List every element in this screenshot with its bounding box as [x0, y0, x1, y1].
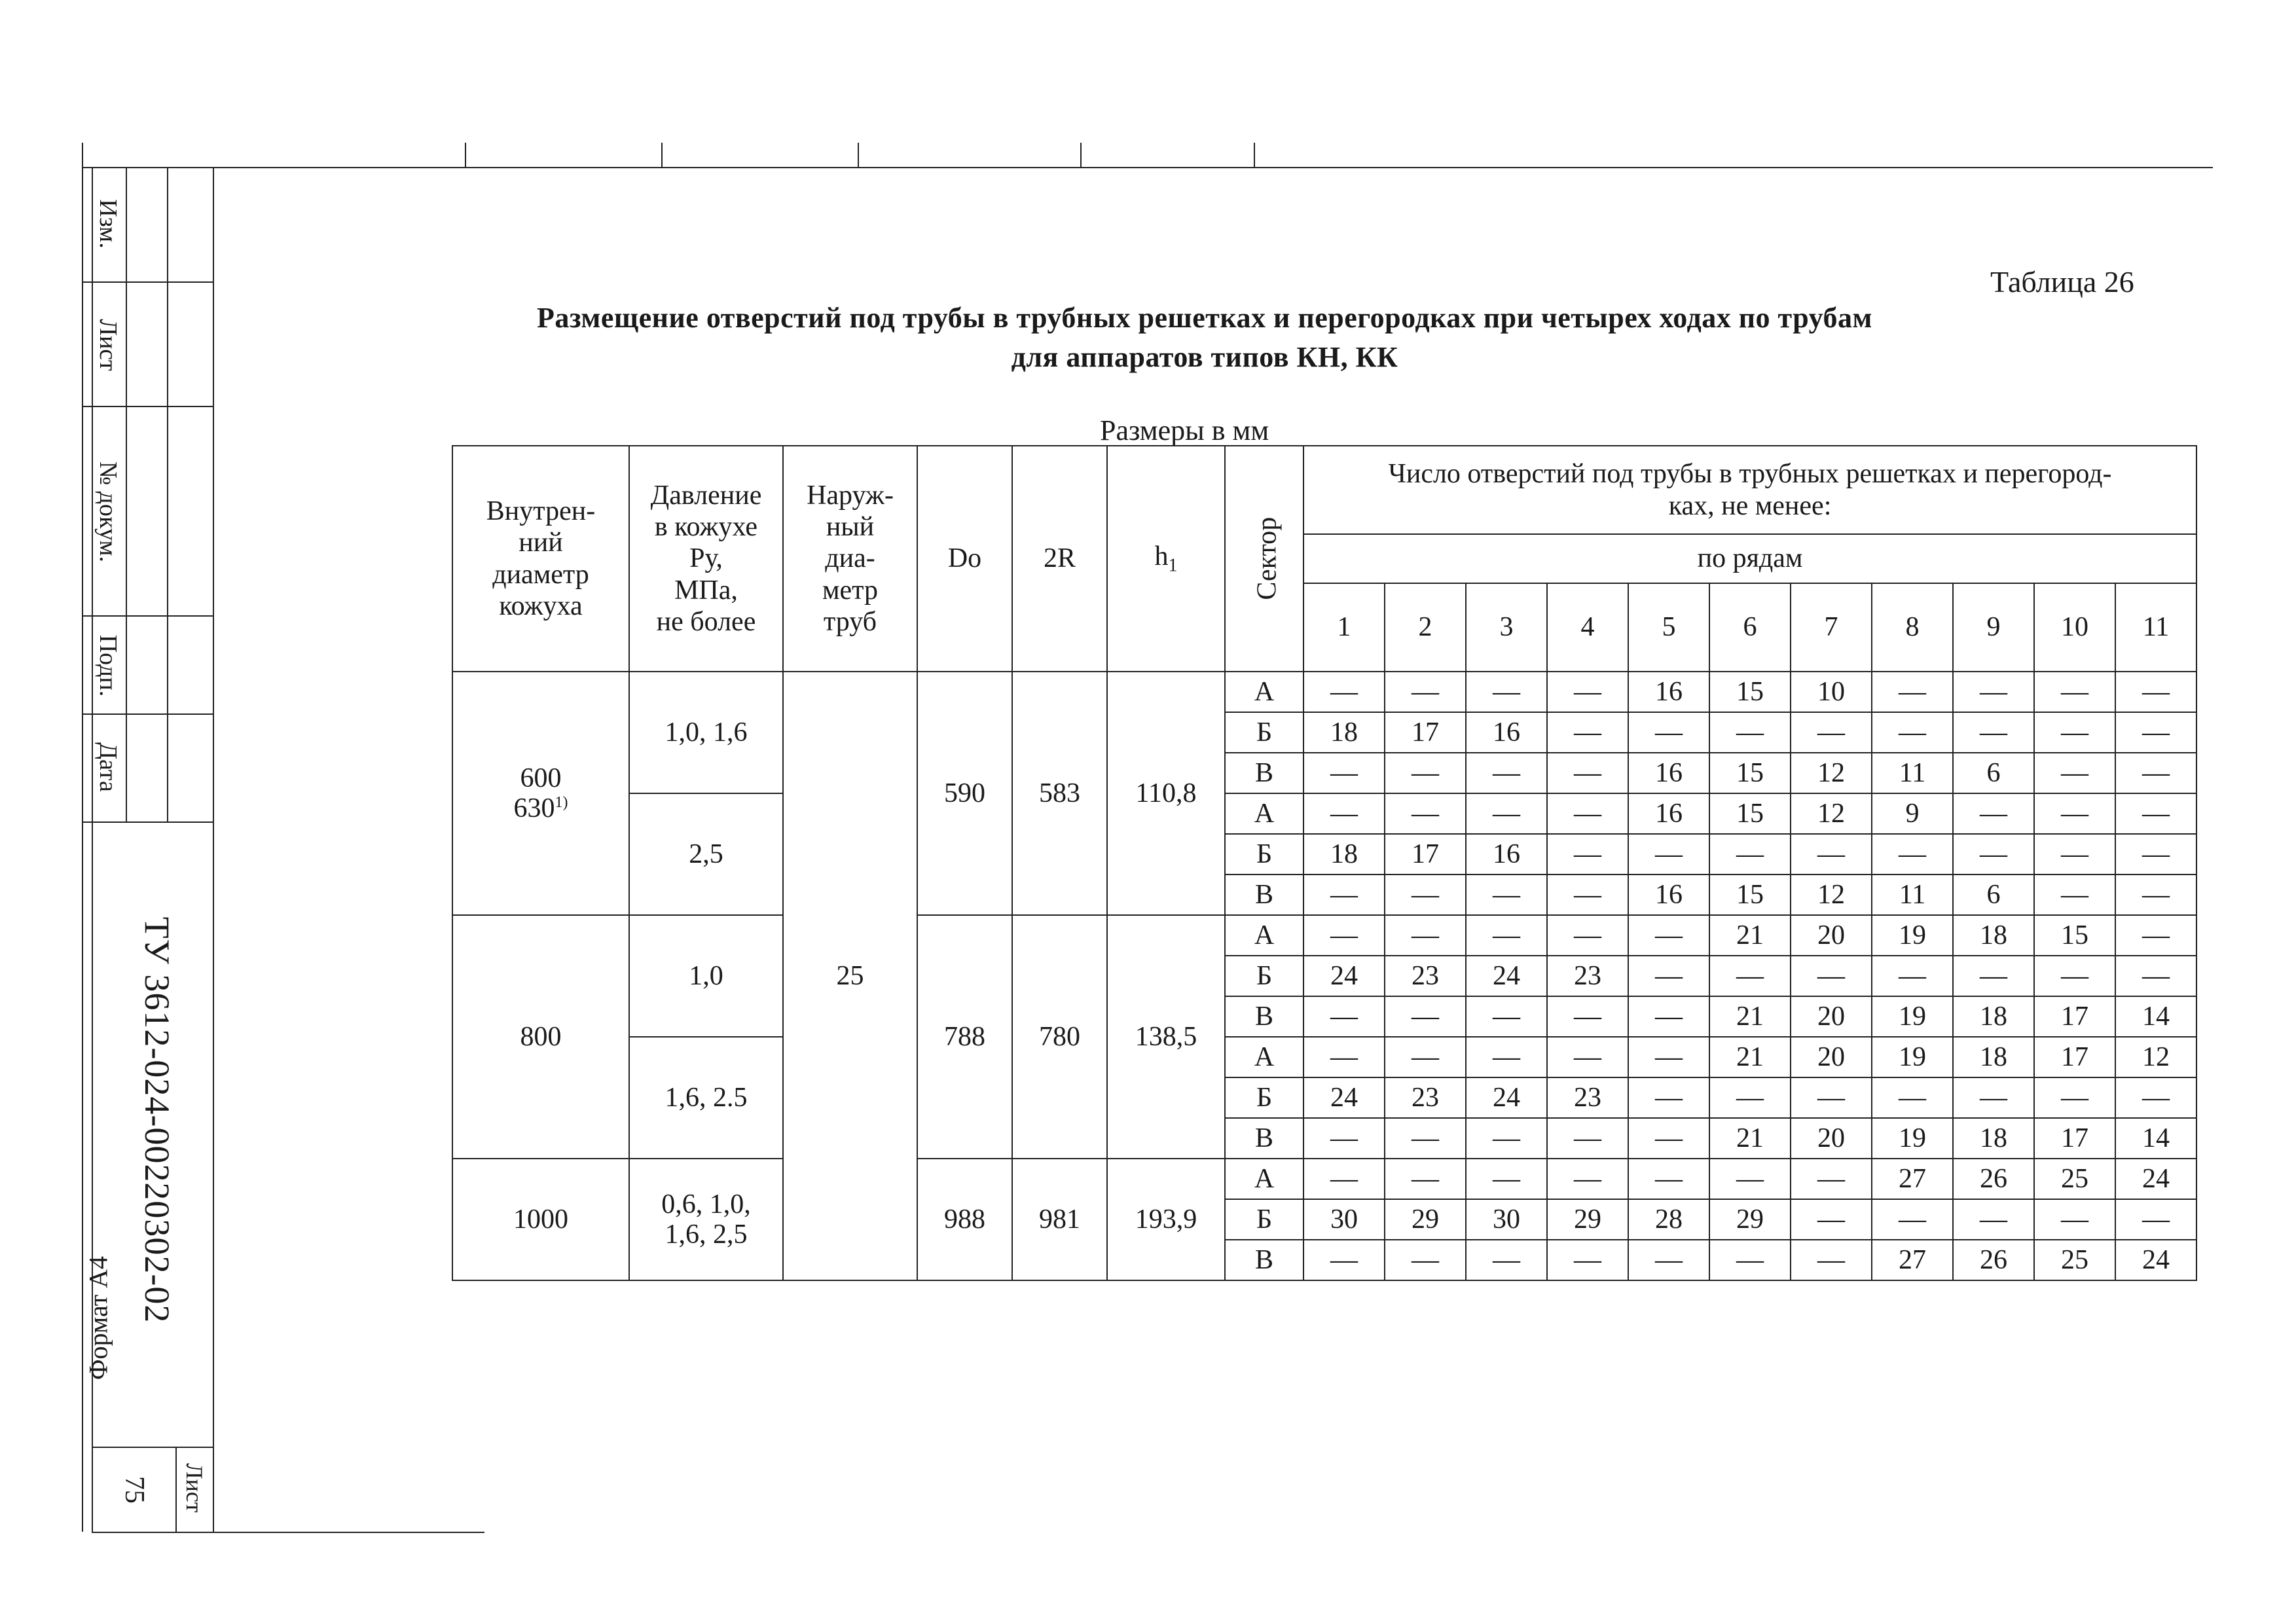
cell-hole-count: —	[1872, 956, 1953, 996]
cell-hole-count: —	[2034, 1199, 2115, 1240]
cell-hole-count: 18	[1303, 834, 1385, 875]
cell-hole-count: —	[1791, 1077, 1872, 1118]
cell-hole-count: —	[2115, 1077, 2196, 1118]
cell-hole-count: —	[1547, 793, 1628, 834]
cell-hole-count: —	[1791, 712, 1872, 753]
cell-hole-count: —	[1547, 915, 1628, 956]
header-row-number: 4	[1547, 583, 1628, 672]
cell-2r: 981	[1012, 1159, 1107, 1280]
header-row-number: 8	[1872, 583, 1953, 672]
header-row-number: 3	[1466, 583, 1547, 672]
cell-hole-count: 28	[1628, 1199, 1709, 1240]
table-number: Таблица 26	[1990, 265, 2134, 298]
cell-hole-count: —	[1709, 956, 1791, 996]
header-pressure: Давление в кожухе Ру, МПа, не более	[629, 446, 783, 672]
cell-hole-count: —	[1466, 875, 1547, 915]
stamp-label-date: Дата	[94, 742, 122, 792]
cell-sector: В	[1225, 875, 1303, 915]
cell-hole-count: 15	[2034, 915, 2115, 956]
cell-hole-count: —	[1791, 1240, 1872, 1280]
cell-hole-count: 17	[1385, 712, 1466, 753]
cell-hole-count: —	[1953, 793, 2034, 834]
cell-sector: А	[1225, 1159, 1303, 1199]
header-do: Do	[917, 446, 1012, 672]
cell-hole-count: 27	[1872, 1240, 1953, 1280]
cell-hole-count: —	[1303, 753, 1385, 793]
cell-hole-count: —	[1547, 712, 1628, 753]
cell-hole-count: —	[2034, 1077, 2115, 1118]
cell-hole-count: —	[2034, 875, 2115, 915]
cell-hole-count: —	[1709, 834, 1791, 875]
cell-pressure: 1,6, 2.5	[629, 1037, 783, 1159]
diameter-value: 800	[520, 1021, 562, 1052]
holes-table	[452, 445, 2197, 1281]
document-code: ТУ 3612-024-00220302-02	[137, 916, 177, 1324]
cell-hole-count: 21	[1709, 1118, 1791, 1159]
sheet-number: 75	[119, 1476, 149, 1504]
cell-h1: 110,8	[1107, 672, 1225, 915]
cell-hole-count: 19	[1872, 1037, 1953, 1077]
cell-hole-count: 27	[1872, 1159, 1953, 1199]
cell-hole-count: —	[1872, 672, 1953, 712]
cell-hole-count: 14	[2115, 996, 2196, 1037]
cell-hole-count: —	[1385, 1240, 1466, 1280]
cell-hole-count: 17	[1385, 834, 1466, 875]
cell-hole-count: 20	[1791, 915, 1872, 956]
header-2r: 2R	[1012, 446, 1107, 672]
cell-hole-count: 15	[1709, 875, 1791, 915]
cell-hole-count: 18	[1953, 915, 2034, 956]
diameter-value: 630	[513, 793, 555, 823]
table-row	[452, 1159, 2196, 1199]
cell-hole-count: 17	[2034, 1037, 2115, 1077]
top-frame-line	[82, 167, 2213, 168]
cell-hole-count: —	[1709, 712, 1791, 753]
cell-hole-count: —	[1628, 712, 1709, 753]
top-tick	[1080, 143, 1082, 167]
cell-hole-count: —	[1385, 875, 1466, 915]
cell-hole-count: —	[2115, 915, 2196, 956]
cell-h1: 193,9	[1107, 1159, 1225, 1280]
cell-hole-count: —	[1547, 1240, 1628, 1280]
cell-pressure: 2,5	[629, 793, 783, 915]
cell-hole-count: —	[2115, 753, 2196, 793]
cell-sector: В	[1225, 1118, 1303, 1159]
cell-hole-count: 15	[1709, 793, 1791, 834]
cell-hole-count: 16	[1628, 672, 1709, 712]
cell-hole-count: 19	[1872, 996, 1953, 1037]
header-row-number: 2	[1385, 583, 1466, 672]
cell-hole-count: 18	[1303, 712, 1385, 753]
cell-hole-count: —	[1709, 1077, 1791, 1118]
cell-hole-count: —	[1547, 996, 1628, 1037]
cell-hole-count: —	[1385, 793, 1466, 834]
cell-hole-count: 26	[1953, 1240, 2034, 1280]
cell-hole-count: —	[2115, 834, 2196, 875]
top-tick	[858, 143, 859, 167]
cell-hole-count: 12	[1791, 793, 1872, 834]
cell-hole-count: 20	[1791, 1118, 1872, 1159]
bottom-frame-line	[92, 1532, 484, 1533]
cell-inner-diameter	[452, 672, 629, 915]
cell-hole-count: 14	[2115, 1118, 2196, 1159]
cell-hole-count: 6	[1953, 753, 2034, 793]
cell-hole-count: —	[2115, 793, 2196, 834]
cell-hole-count: —	[1303, 875, 1385, 915]
cell-hole-count: —	[1547, 1159, 1628, 1199]
cell-hole-count: —	[1547, 672, 1628, 712]
header-row-number: 7	[1791, 583, 1872, 672]
cell-hole-count: —	[2115, 1199, 2196, 1240]
cell-hole-count: 24	[1466, 1077, 1547, 1118]
cell-hole-count: 24	[1466, 956, 1547, 996]
cell-hole-count: 16	[1628, 753, 1709, 793]
cell-hole-count: 21	[1709, 915, 1791, 956]
cell-hole-count: 16	[1466, 712, 1547, 753]
cell-hole-count: —	[1547, 1118, 1628, 1159]
sheet-label: Лист	[181, 1463, 208, 1513]
cell-hole-count: —	[1466, 1037, 1547, 1077]
cell-hole-count: 29	[1385, 1199, 1466, 1240]
cell-hole-count: 23	[1385, 956, 1466, 996]
cell-hole-count: 29	[1709, 1199, 1791, 1240]
cell-sector: Б	[1225, 712, 1303, 753]
cell-hole-count: —	[2115, 672, 2196, 712]
header-outer-diameter: Наруж- ный диа- метр труб	[783, 446, 917, 672]
cell-hole-count: —	[1466, 793, 1547, 834]
cell-hole-count: 30	[1303, 1199, 1385, 1240]
cell-2r: 583	[1012, 672, 1107, 915]
cell-sector: Б	[1225, 956, 1303, 996]
cell-hole-count: —	[1466, 996, 1547, 1037]
format-label: Формат А4	[83, 1255, 113, 1380]
cell-hole-count: —	[1628, 1118, 1709, 1159]
cell-sector: А	[1225, 793, 1303, 834]
cell-sector: Б	[1225, 1077, 1303, 1118]
cell-hole-count: —	[1628, 1077, 1709, 1118]
cell-hole-count: —	[2034, 834, 2115, 875]
cell-hole-count: 12	[2115, 1037, 2196, 1077]
cell-hole-count: —	[1547, 1037, 1628, 1077]
cell-hole-count: 26	[1953, 1159, 2034, 1199]
cell-hole-count: —	[1953, 1077, 2034, 1118]
cell-hole-count: —	[1466, 1118, 1547, 1159]
cell-hole-count: —	[1628, 1159, 1709, 1199]
cell-hole-count: —	[1303, 793, 1385, 834]
cell-hole-count: —	[1303, 996, 1385, 1037]
diameter-footnote: 1)	[555, 794, 568, 811]
cell-inner-diameter	[452, 1159, 629, 1280]
cell-hole-count: —	[2115, 956, 2196, 996]
cell-hole-count: 23	[1385, 1077, 1466, 1118]
header-row-number: 1	[1303, 583, 1385, 672]
cell-sector: Б	[1225, 1199, 1303, 1240]
cell-sector: А	[1225, 1037, 1303, 1077]
cell-hole-count: —	[1709, 1240, 1791, 1280]
table-row	[452, 1037, 2196, 1077]
stamp-label-sheet: Лист	[94, 319, 122, 371]
cell-hole-count: —	[2034, 712, 2115, 753]
cell-hole-count: 25	[2034, 1240, 2115, 1280]
cell-hole-count: 29	[1547, 1199, 1628, 1240]
cell-pressure: 1,0	[629, 915, 783, 1037]
cell-pressure: 1,0, 1,6	[629, 672, 783, 793]
table-row	[452, 672, 2196, 712]
cell-hole-count: 21	[1709, 996, 1791, 1037]
header-row-number: 5	[1628, 583, 1709, 672]
cell-hole-count: —	[1791, 1159, 1872, 1199]
header-holes-group: Число отверстий под трубы в трубных решетках и перегород- ках, не менее:	[1303, 446, 2196, 534]
cell-hole-count: 20	[1791, 996, 1872, 1037]
cell-hole-count: —	[1385, 672, 1466, 712]
cell-hole-count: —	[1872, 712, 1953, 753]
cell-hole-count: —	[1628, 996, 1709, 1037]
cell-sector: А	[1225, 915, 1303, 956]
cell-hole-count: 15	[1709, 753, 1791, 793]
cell-hole-count: —	[1547, 875, 1628, 915]
cell-hole-count: 23	[1547, 956, 1628, 996]
cell-sector: В	[1225, 753, 1303, 793]
table-title-line1: Размещение отверстий под трубы в трубных решетках и перегородках при четырех ходах по трубам	[536, 302, 1872, 334]
cell-inner-diameter	[452, 915, 629, 1159]
cell-hole-count: 11	[1872, 875, 1953, 915]
cell-hole-count: 24	[2115, 1159, 2196, 1199]
cell-hole-count: —	[1628, 915, 1709, 956]
cell-hole-count: 18	[1953, 1118, 2034, 1159]
cell-hole-count: 25	[2034, 1159, 2115, 1199]
cell-hole-count: 16	[1628, 875, 1709, 915]
cell-hole-count: —	[1385, 996, 1466, 1037]
cell-hole-count: 23	[1547, 1077, 1628, 1118]
cell-hole-count: —	[1791, 834, 1872, 875]
cell-hole-count: —	[1303, 672, 1385, 712]
cell-do: 788	[917, 915, 1012, 1159]
cell-hole-count: 11	[1872, 753, 1953, 793]
cell-hole-count: 30	[1466, 1199, 1547, 1240]
cell-hole-count: 19	[1872, 1118, 1953, 1159]
cell-hole-count: —	[2034, 753, 2115, 793]
cell-hole-count: 21	[1709, 1037, 1791, 1077]
diameter-value: 1000	[513, 1204, 568, 1235]
cell-hole-count: —	[1385, 1118, 1466, 1159]
header-by-rows: по рядам	[1303, 534, 2196, 583]
cell-outer-diameter: 25	[783, 672, 917, 1280]
cell-hole-count: —	[2034, 672, 2115, 712]
diameter-value: 600	[520, 763, 562, 793]
cell-hole-count: —	[1385, 1037, 1466, 1077]
cell-hole-count: 19	[1872, 915, 1953, 956]
header-row-number: 11	[2115, 583, 2196, 672]
cell-h1: 138,5	[1107, 915, 1225, 1159]
header-sector: Сектор	[1225, 446, 1303, 672]
table-row	[452, 793, 2196, 834]
top-tick	[1254, 143, 1255, 167]
cell-sector: А	[1225, 672, 1303, 712]
units-label: Размеры в мм	[1100, 414, 1269, 446]
cell-hole-count: —	[1709, 1159, 1791, 1199]
cell-hole-count: —	[1385, 1159, 1466, 1199]
cell-hole-count: 24	[1303, 1077, 1385, 1118]
cell-hole-count: 18	[1953, 1037, 2034, 1077]
cell-hole-count: 17	[2034, 1118, 2115, 1159]
cell-hole-count: —	[2115, 712, 2196, 753]
cell-hole-count: —	[1953, 834, 2034, 875]
cell-do: 988	[917, 1159, 1012, 1280]
header-row-number: 9	[1953, 583, 2034, 672]
cell-hole-count: —	[1385, 753, 1466, 793]
cell-hole-count: 9	[1872, 793, 1953, 834]
header-row-number: 6	[1709, 583, 1791, 672]
cell-hole-count: —	[1628, 1037, 1709, 1077]
cell-hole-count: —	[2034, 793, 2115, 834]
cell-pressure: 0,6, 1,0, 1,6, 2,5	[629, 1159, 783, 1280]
cell-hole-count: —	[1547, 753, 1628, 793]
cell-hole-count: —	[1303, 1159, 1385, 1199]
cell-hole-count: —	[1466, 672, 1547, 712]
header-row-number: 10	[2034, 583, 2115, 672]
cell-hole-count: 15	[1709, 672, 1791, 712]
cell-hole-count: —	[1303, 915, 1385, 956]
cell-hole-count: —	[1466, 1240, 1547, 1280]
cell-hole-count: 24	[1303, 956, 1385, 996]
header-h1: $h_1$	[1107, 446, 1225, 672]
cell-hole-count: 12	[1791, 875, 1872, 915]
table-title-line2: для аппаратов типов КН, КК	[1011, 341, 1398, 373]
cell-hole-count: —	[1385, 915, 1466, 956]
cell-hole-count: —	[1303, 1240, 1385, 1280]
cell-2r: 780	[1012, 915, 1107, 1159]
cell-hole-count: —	[1791, 1199, 1872, 1240]
cell-hole-count: —	[2115, 875, 2196, 915]
header-inner-diameter: Внутрен- ний диаметр кожуха	[452, 446, 629, 672]
cell-sector: В	[1225, 996, 1303, 1037]
cell-hole-count: 24	[2115, 1240, 2196, 1280]
cell-hole-count: —	[1953, 1199, 2034, 1240]
cell-hole-count: —	[1953, 712, 2034, 753]
cell-sector: Б	[1225, 834, 1303, 875]
top-tick	[661, 143, 663, 167]
cell-hole-count: 10	[1791, 672, 1872, 712]
cell-sector: В	[1225, 1240, 1303, 1280]
cell-hole-count: —	[1547, 834, 1628, 875]
cell-hole-count: —	[1628, 956, 1709, 996]
cell-hole-count: —	[1791, 956, 1872, 996]
cell-hole-count: —	[1303, 1037, 1385, 1077]
cell-hole-count: —	[2034, 956, 2115, 996]
stamp-label-document-no: № докум.	[94, 461, 122, 563]
cell-hole-count: 17	[2034, 996, 2115, 1037]
stamp-label-signature: Подп.	[94, 634, 122, 697]
cell-hole-count: —	[1466, 915, 1547, 956]
cell-hole-count: 12	[1791, 753, 1872, 793]
cell-hole-count: —	[1872, 1077, 1953, 1118]
top-tick	[465, 143, 466, 167]
cell-hole-count: 20	[1791, 1037, 1872, 1077]
cell-do: 590	[917, 672, 1012, 915]
cell-hole-count: —	[1628, 834, 1709, 875]
cell-hole-count: 16	[1628, 793, 1709, 834]
cell-hole-count: —	[1466, 1159, 1547, 1199]
cell-hole-count: —	[1953, 956, 2034, 996]
cell-hole-count: —	[1872, 1199, 1953, 1240]
cell-hole-count: 18	[1953, 996, 2034, 1037]
cell-hole-count: —	[1466, 753, 1547, 793]
cell-hole-count: —	[1872, 834, 1953, 875]
table-row	[452, 915, 2196, 956]
cell-hole-count: 16	[1466, 834, 1547, 875]
cell-hole-count: —	[1628, 1240, 1709, 1280]
stamp-label-change: Изм.	[94, 199, 122, 249]
cell-hole-count: —	[1953, 672, 2034, 712]
cell-hole-count: 6	[1953, 875, 2034, 915]
cell-hole-count: —	[1303, 1118, 1385, 1159]
